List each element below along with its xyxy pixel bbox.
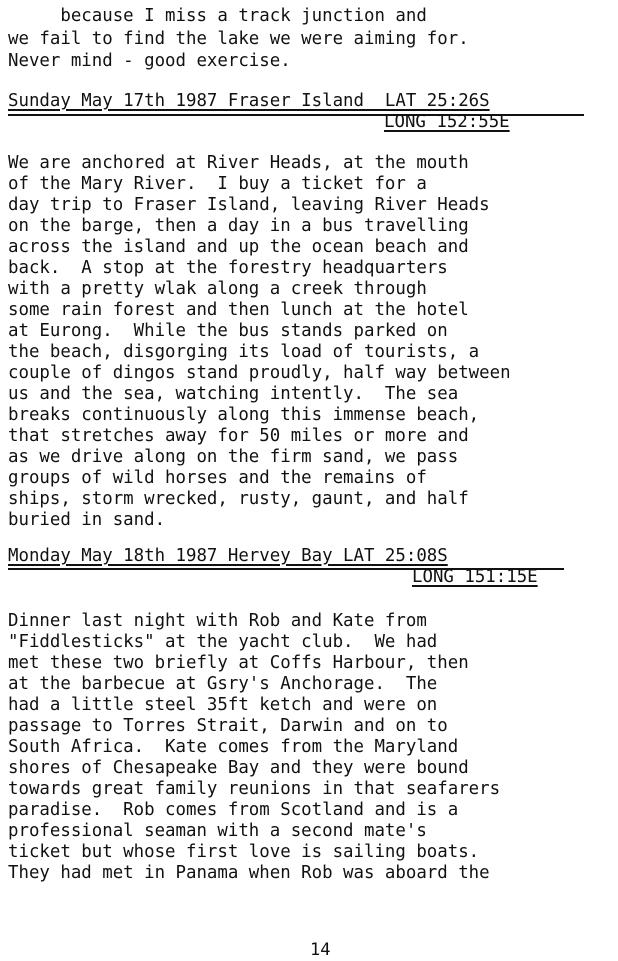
body-line: groups of wild horses and the remains of xyxy=(8,468,427,488)
body-line: buried in sand. xyxy=(8,510,166,530)
body-line: of the Mary River. I buy a ticket for a xyxy=(8,174,427,194)
body-line: some rain forest and then lunch at the hotel xyxy=(8,300,469,320)
body-line: as we drive along on the firm sand, we pass xyxy=(8,447,459,467)
entry-longitude: LONG 151:15E xyxy=(412,567,538,587)
page-number: 14 xyxy=(310,940,331,960)
body-line: across the island and up the ocean beach and xyxy=(8,237,469,257)
body-line: ticket but whose first love is sailing boats. xyxy=(8,842,480,862)
body-line: breaks continuously along this immense beach, xyxy=(8,405,480,425)
body-line: ships, storm wrecked, rusty, gaunt, and half xyxy=(8,489,469,509)
body-line: with a pretty wlak along a creek through xyxy=(8,279,427,299)
entry-longitude: LONG 152:55E xyxy=(384,112,510,132)
body-line: shores of Chesapeake Bay and they were bound xyxy=(8,758,469,778)
body-line: back. A stop at the forestry headquarters xyxy=(8,258,448,278)
body-line: couple of dingos stand proudly, half way between xyxy=(8,363,511,383)
body-line: at the barbecue at Gsry's Anchorage. The xyxy=(8,674,438,694)
body-line: Dinner last night with Rob and Kate from xyxy=(8,611,427,631)
body-line: South Africa. Kate comes from the Maryland xyxy=(8,737,459,757)
body-line: We are anchored at River Heads, at the mouth xyxy=(8,153,469,173)
body-line: They had met in Panama when Rob was aboard the xyxy=(8,863,490,883)
body-line: passage to Torres Strait, Darwin and on to xyxy=(8,716,448,736)
body-line: professional seaman with a second mate's xyxy=(8,821,427,841)
body-line: us and the sea, watching intently. The sea xyxy=(8,384,459,404)
body-line: had a little steel 35ft ketch and were on xyxy=(8,695,438,715)
body-line: that stretches away for 50 miles or more and xyxy=(8,426,469,446)
body-line: on the barge, then a day in a bus travelling xyxy=(8,216,469,236)
body-line: towards great family reunions in that seafarers xyxy=(8,779,501,799)
body-line: at Eurong. While the bus stands parked on xyxy=(8,321,448,341)
body-line: met these two briefly at Coffs Harbour, then xyxy=(8,653,469,673)
body-line: day trip to Fraser Island, leaving River Heads xyxy=(8,195,490,215)
intro-line: because I miss a track junction and xyxy=(8,6,427,26)
body-line: paradise. Rob comes from Scotland and is a xyxy=(8,800,459,820)
intro-line: Never mind - good exercise. xyxy=(8,51,291,71)
entry-heading: Sunday May 17th 1987 Fraser Island LAT 25:26S xyxy=(8,91,490,111)
intro-line: we fail to find the lake we were aiming for. xyxy=(8,29,469,49)
entry-heading: Monday May 18th 1987 Hervey Bay LAT 25:08S xyxy=(8,546,448,566)
body-line: the beach, disgorging its load of tourists, a xyxy=(8,342,480,362)
body-line: "Fiddlesticks" at the yacht club. We had xyxy=(8,632,438,652)
